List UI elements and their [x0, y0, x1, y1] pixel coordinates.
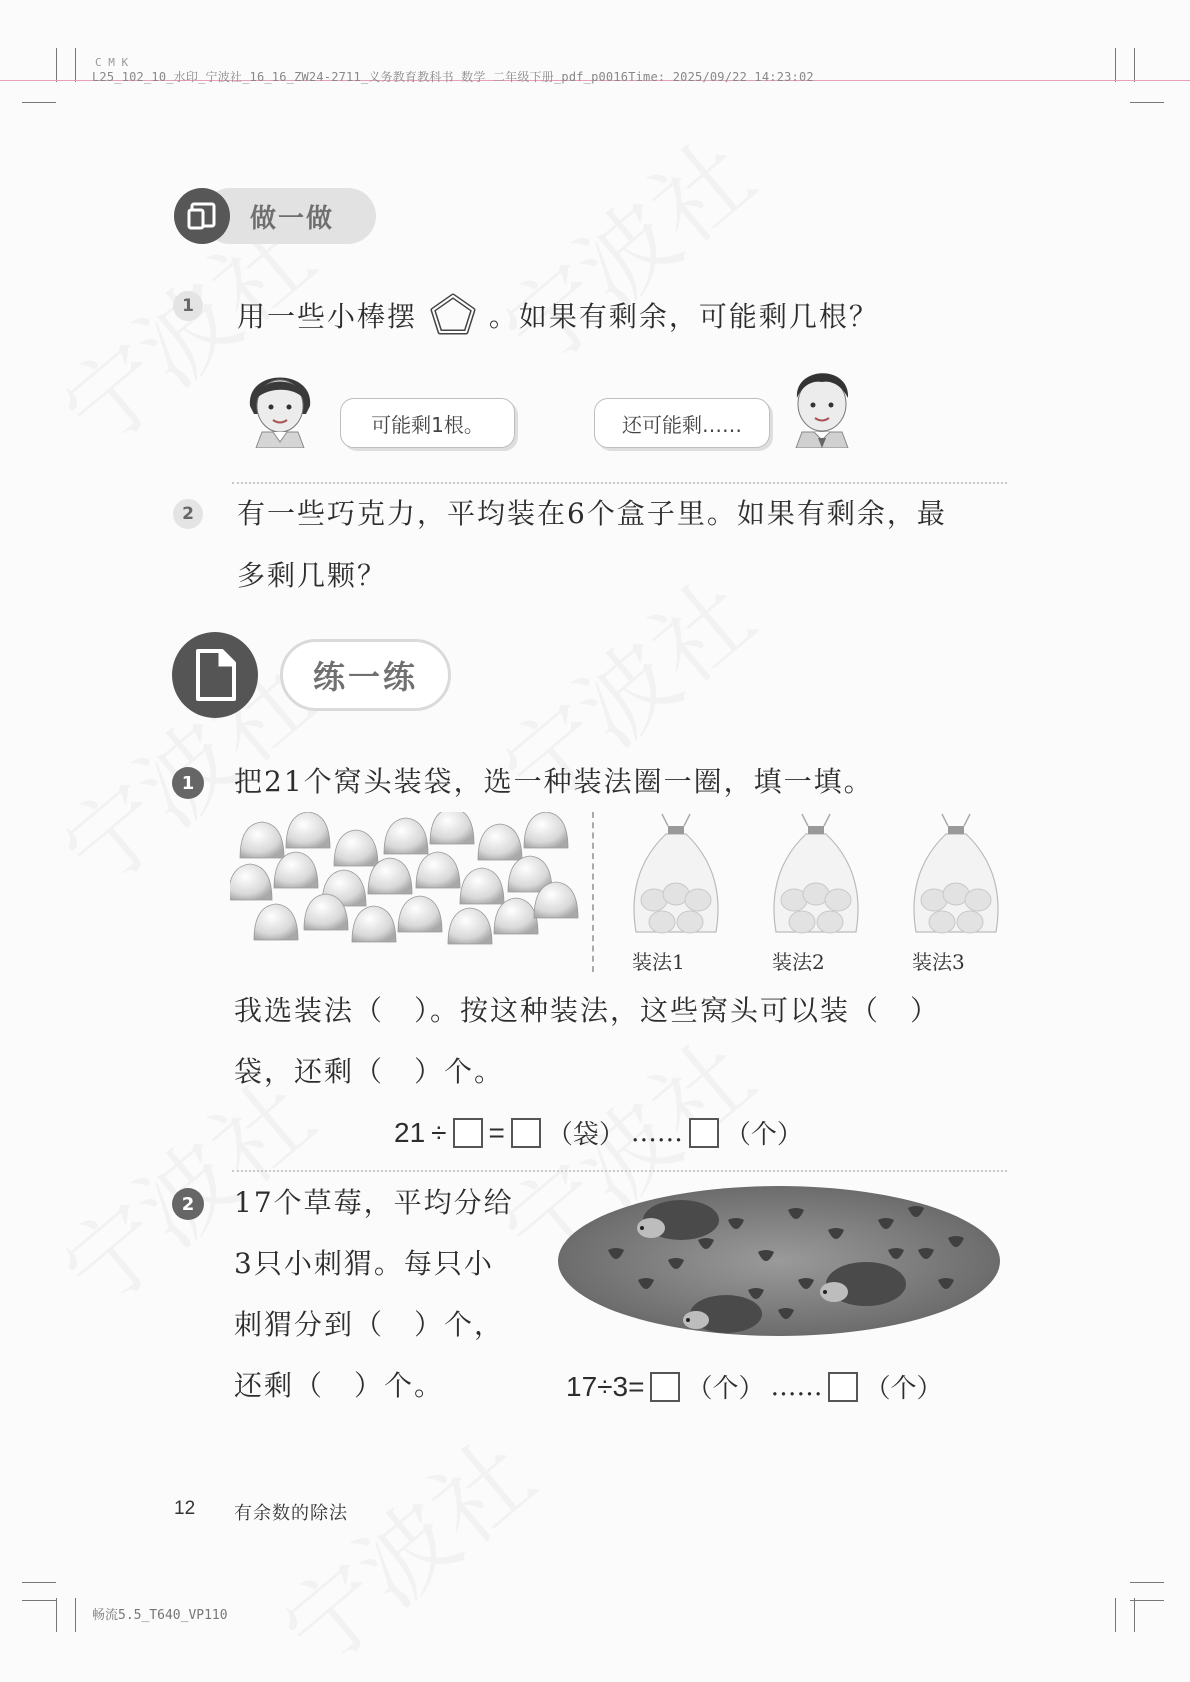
crop-mark — [1115, 48, 1116, 82]
hedgehog-strawberry-field — [556, 1184, 1002, 1338]
chapter-title: 有余数的除法 — [234, 1503, 348, 1524]
steamed-bun-icon — [384, 818, 428, 854]
question-text — [237, 292, 879, 332]
crop-mark — [75, 48, 76, 82]
dotted-divider — [232, 482, 1007, 484]
crop-mark — [56, 1598, 57, 1632]
crop-mark — [56, 48, 57, 82]
question-text-part: 用一些小棒摆 — [237, 300, 418, 333]
answer-box-remainder[interactable] — [689, 1118, 719, 1148]
steamed-bun-icon — [416, 852, 460, 888]
answer-box-remainder[interactable] — [828, 1372, 858, 1402]
boy-avatar — [782, 354, 862, 452]
division-equation — [566, 1368, 942, 1405]
crop-mark — [75, 1598, 76, 1632]
steamed-bun-icon — [240, 822, 284, 858]
speech-bubble-girl: 可能剩1根。 — [340, 398, 515, 448]
steamed-bun-icon — [352, 906, 396, 942]
question-number: 1 — [173, 291, 203, 321]
question-text-line: 还剩（ ）个。 — [234, 1369, 445, 1402]
steamed-bun-icon — [478, 824, 522, 860]
question-text: 把21个窝头装袋，选一种装法圈一圈，填一填。 — [234, 765, 874, 798]
unit-label: （个） — [686, 1374, 765, 1404]
crop-mark — [1130, 102, 1164, 103]
question-number: 1 — [172, 767, 204, 799]
dividend: 21 — [394, 1116, 426, 1148]
dotted-divider — [232, 1170, 1007, 1172]
section-title: 练一练 — [280, 639, 451, 711]
crop-mark — [22, 102, 56, 103]
steamed-bun-icon — [524, 812, 568, 848]
equation-lhs: 17÷3= — [566, 1370, 645, 1402]
question-text-line: 17个草莓，平均分给 — [234, 1186, 514, 1219]
girl-avatar — [240, 358, 320, 452]
answer-box-divisor[interactable] — [453, 1118, 483, 1148]
fill-blank-line: 我选装法（ ）。按这种装法，这些窝头可以装（ ） — [234, 994, 941, 1027]
steamed-bun-icon — [334, 830, 378, 866]
method-label: 装法1 — [632, 950, 685, 974]
question-number: 2 — [173, 499, 203, 529]
mesh-bag-icon — [774, 814, 858, 933]
print-color-marks: C M K — [95, 56, 129, 69]
mesh-bag-icon — [914, 814, 998, 933]
ellipsis: …… — [770, 1371, 823, 1402]
steamed-bun-icon — [230, 864, 272, 900]
steamed-bun-icon — [460, 868, 504, 904]
notebook-icon — [174, 188, 230, 244]
answer-box-quotient[interactable] — [511, 1118, 541, 1148]
question-number: 2 — [172, 1188, 204, 1220]
steamed-bun-icon — [398, 896, 442, 932]
unit-label: （个） — [724, 1120, 803, 1150]
method-label: 装法3 — [912, 950, 965, 974]
equals-sign: = — [488, 1116, 505, 1148]
crop-mark — [22, 1582, 56, 1583]
steamed-bun-icon — [430, 812, 474, 844]
page-number: 12 — [174, 1498, 196, 1519]
steamed-bun-icon — [286, 812, 330, 848]
question-text-part: 。如果有剩余，可能剩几根？ — [488, 300, 879, 333]
print-footer-code: 畅流5.5_T640_VP110 — [92, 1608, 228, 1623]
answer-box-quotient[interactable] — [650, 1372, 680, 1402]
document-icon — [172, 632, 258, 718]
speech-bubble-boy: 还可能剩…… — [594, 398, 770, 448]
question-text-line: 刺猬分到（ ）个， — [234, 1308, 505, 1341]
section-header-do-it — [174, 188, 376, 244]
crop-mark — [1115, 1598, 1116, 1632]
dashed-divider — [592, 812, 594, 972]
print-header-code: L25_102_10_水印_宁波社_16_16_ZW24-2711_义务教育教科书 数学 二年级下册_pdf_p0016Time: 2025/09/22 14:23:02 — [92, 70, 814, 84]
unit-label: （袋） — [546, 1120, 625, 1150]
bags-group — [606, 812, 1026, 942]
steamed-bun-icon — [254, 904, 298, 940]
divide-sign: ÷ — [431, 1116, 447, 1148]
method-label: 装法2 — [772, 950, 825, 974]
crop-mark — [1134, 1598, 1135, 1632]
fill-blank-line: 袋，还剩（ ）个。 — [234, 1055, 505, 1088]
ellipsis: …… — [630, 1117, 683, 1148]
question-text-line: 3只小刺猬。每只小 — [234, 1247, 494, 1280]
crop-mark — [1130, 1582, 1164, 1583]
division-equation — [394, 1114, 803, 1151]
buns-pile — [230, 812, 580, 972]
crop-mark — [22, 1600, 56, 1601]
steamed-bun-icon — [448, 908, 492, 944]
crop-mark — [1134, 48, 1135, 82]
pentagon-icon — [428, 292, 478, 332]
section-header-practice — [172, 632, 451, 718]
question-text-line: 多剩几颗？ — [237, 559, 388, 592]
question-text-line: 有一些巧克力，平均装在6个盒子里。如果有剩余，最 — [237, 497, 947, 530]
unit-label: （个） — [864, 1374, 943, 1404]
crop-mark — [1130, 1600, 1164, 1601]
mesh-bag-icon — [634, 814, 718, 933]
section-title: 做一做 — [202, 188, 376, 244]
